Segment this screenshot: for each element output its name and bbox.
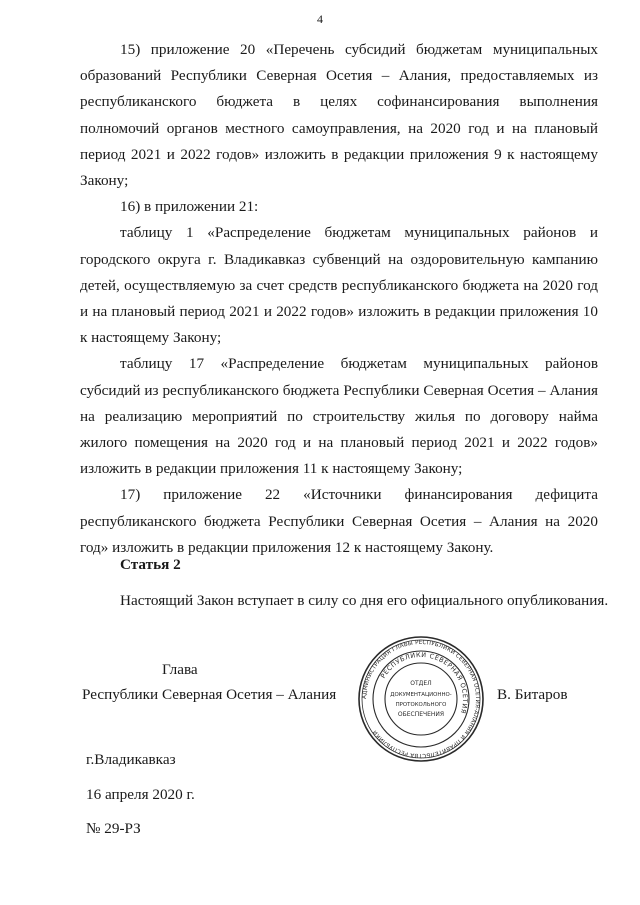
page-number: 4 xyxy=(317,12,323,26)
paragraph-item-15: 15) приложение 20 «Перечень субсидий бюджетам муниципальных образований Республики Северная Осетия – Алания, предоставляемых из республиканского бюджета в целях софинансирования выполнения полномочий органов местного самоуправления, на 2020 год и на плановый период 2021 и 2022 годов» изложить в редакции приложения 9 к настоящему Закону; xyxy=(80,41,598,190)
stamp-center-line-2: ДОКУМЕНТАЦИОННО- xyxy=(390,692,452,698)
stamp-inner-text: РЕСПУБЛИКИ СЕВЕРНАЯ ОСЕТИЯ xyxy=(379,650,470,715)
stamp-center-line-4: ОБЕСПЕЧЕНИЯ xyxy=(397,711,445,718)
paragraph-table-17: таблицу 17 «Распределение бюджетам муниципальных районов субсидий из республиканского бюджета Республики Северная Осетия – Алания на реализацию мероприятий по строительству жилья по договору найма жилого помещения на 2020 год и на плановый период 2021 и 2022 годов» изложить в редакции приложения 11 к настоящему Закону; xyxy=(80,355,598,478)
document-date: 16 апреля 2020 г. xyxy=(86,786,195,803)
stamp-outer-text: АДМИНИСТРАЦИЯ ГЛАВЫ РЕСПУБЛИКИ СЕВЕРНАЯ ОСЕТИЯ-АЛАНИЯ И ПРАВИТЕЛЬСТВА РЕСПУБЛИКИ xyxy=(361,639,481,759)
stamp-center-line-1: ОТДЕЛ xyxy=(410,680,432,687)
signatory-name: В. Битаров xyxy=(497,686,568,703)
paragraph-item-17: 17) приложение 22 «Источники финансирования дефицита республиканского бюджета Республики Северная Осетия – Алания на 2020 год» изложить в редакции приложения 12 к настоящему Закону. xyxy=(80,486,598,556)
document-body xyxy=(80,37,598,561)
stamp-center-line-3: ПРОТОКОЛЬНОГО xyxy=(395,702,447,708)
paragraph-item-16: 16) в приложении 21: xyxy=(120,198,259,216)
paragraph-table-1: таблицу 1 «Распределение бюджетам муниципальных районов и городского округа г. Владикавказ субвенций на оздоровительную кампанию детей, осуществляемую за счет средств республиканского бюджета на 2020 год и на плановый период 2021 и 2022 годов» изложить в редакции приложения 10 к настоящему Закону; xyxy=(80,224,598,347)
signatory-title-line1: Глава xyxy=(162,661,198,678)
article-heading: Статья 2 xyxy=(120,556,181,573)
document-number: № 29-РЗ xyxy=(86,820,141,837)
signatory-title-line2: Республики Северная Осетия – Алания xyxy=(82,686,337,703)
article-text: Настоящий Закон вступает в силу со дня его официального опубликования. xyxy=(120,592,609,609)
document-place: г.Владикавказ xyxy=(86,751,176,768)
official-seal-stamp xyxy=(356,634,486,764)
